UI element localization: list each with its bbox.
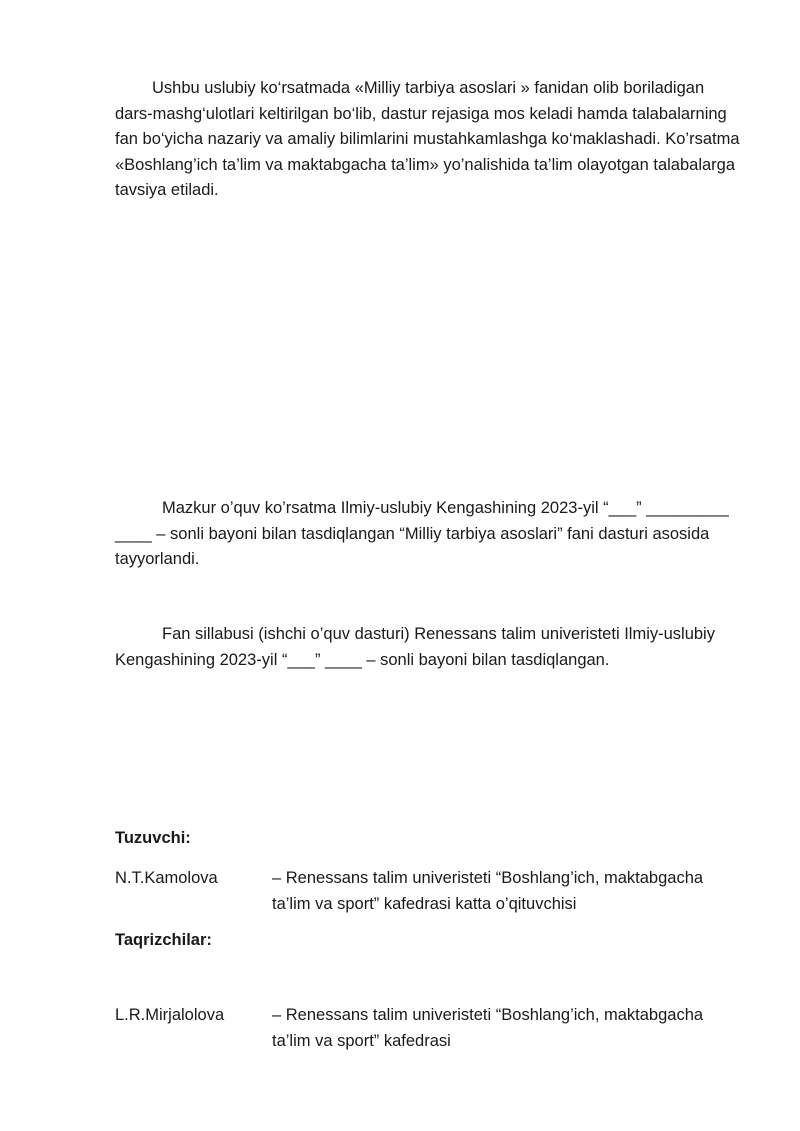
- intro-text: Ushbu uslubiy ko‘rsatmada «Milliy tarbiya asoslari » fanidan olib boriladigan dars-mashg‘ulotlari keltirilgan bo‘lib, dastur rejasiga mos keladi hamda talabalarning fan bo‘yicha nazariy va amaliy bilimlarini mustahkamlashga ko‘maklashadi. Ko’rsatma «Boshlang’ich ta’lim va maktabgacha ta’lim» yo’nalishida ta’lim olayotgan talabalarga tavsiya etiladi.: [115, 79, 740, 199]
- approval-paragraph: [115, 496, 740, 573]
- reviewer-description: – Renessans talim univeristeti “Boshlang’ich, maktabgacha ta’lim va sport” kafedrasi: [272, 1006, 704, 1050]
- intro-paragraph: [115, 76, 740, 204]
- author-heading: Tuzuvchi:: [115, 829, 191, 847]
- author-description: – Renessans talim univeristeti “Boshlang’ich, maktabgacha ta’lim va sport” kafedrasi katta o’qituvchisi: [272, 869, 704, 913]
- reviewer-name: L.R.Mirjalolova: [115, 1006, 225, 1024]
- author-name: N.T.Kamolova: [115, 869, 218, 887]
- approval-text: Mazkur o’quv ko’rsatma Ilmiy-uslubiy Kengashining 2023-yil “___” _________ ____ – sonli bayoni bilan tasdiqlangan “Milliy tarbiya asoslari” fani dasturi asosida tayyorlandi.: [115, 499, 729, 568]
- syllabus-text: Fan sillabusi (ishchi o’quv dasturi) Renessans talim univeristeti Ilmiy-uslubiy Kengashining 2023-yil “___” ____ – sonli bayoni bilan tasdiqlangan.: [115, 625, 715, 669]
- syllabus-paragraph: [115, 622, 740, 673]
- reviewers-heading: Taqrizchilar:: [115, 931, 212, 949]
